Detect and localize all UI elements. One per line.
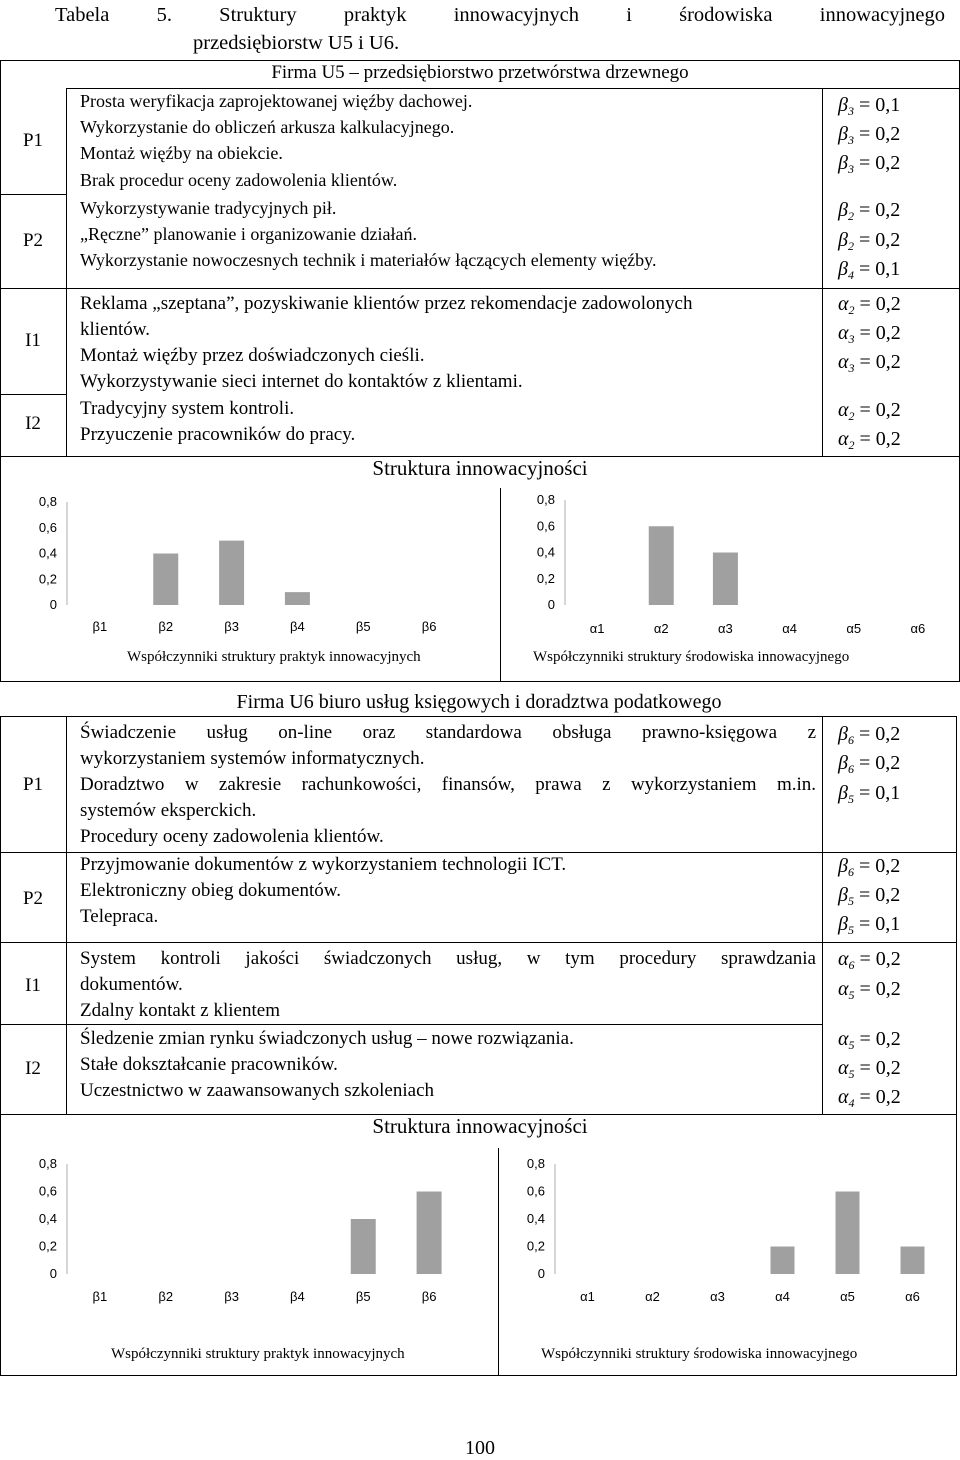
coefficient: $\beta_2 = 0,2$ [838, 229, 901, 253]
y-tick-label: 0,6 [536, 518, 555, 534]
coefficient: $\alpha_3 = 0,2$ [838, 322, 901, 346]
x-tick-label: α5 [846, 621, 862, 636]
y-tick-label: 0,6 [38, 1183, 57, 1199]
row-label-p1: P1 [22, 774, 44, 795]
coefficient: $\beta_3 = 0,1$ [838, 94, 901, 118]
x-tick-label: β1 [92, 619, 108, 634]
x-tick-label: α6 [910, 621, 926, 636]
coefficient: $\alpha_2 = 0,2$ [838, 428, 901, 452]
bar [417, 1192, 442, 1275]
practice-item: „Ręczne” planowanie i organizowanie działań. [80, 224, 418, 244]
coefficient: $\alpha_2 = 0,2$ [838, 399, 901, 423]
y-tick-label: 0 [547, 597, 555, 612]
chart-caption: Współczynniki struktury praktyk innowacyjnych [111, 1346, 405, 1362]
practice-item: Wykorzystywanie sieci internet do kontaktów z klientami. [80, 371, 523, 392]
x-tick-label: α4 [782, 621, 797, 636]
bar [153, 554, 178, 606]
x-tick-label: β4 [290, 1289, 305, 1304]
practice-item: Telepraca. [80, 906, 159, 927]
bar [771, 1247, 795, 1275]
bar [649, 526, 674, 605]
practice-item: klientów. [80, 319, 151, 340]
chart-caption: Współczynniki struktury środowiska innowacyjnego [541, 1346, 858, 1362]
bar [836, 1192, 860, 1275]
y-tick-label: 0,4 [38, 545, 57, 561]
coefficient: $\beta_6 = 0,2$ [838, 752, 901, 776]
y-tick-label: 0,8 [38, 1156, 57, 1171]
practice-item: Brak procedur oceny zadowolenia klientów. [80, 170, 398, 190]
practice-item: wykorzystaniem systemów informatycznych. [80, 748, 425, 769]
y-tick-label: 0,4 [526, 1211, 545, 1226]
firm-u6-title: Firma U6 biuro usług księgowych i doradztwa podatkowego [236, 691, 722, 713]
x-tick-label: β1 [92, 1289, 108, 1304]
coefficient: $\beta_5 = 0,1$ [838, 913, 901, 937]
practice-item: Montaż więźby na obiekcie. [80, 143, 283, 163]
practice-item: Montaż więźby przez doświadczonych cieśli. [80, 345, 425, 366]
x-tick-label: α4 [775, 1289, 790, 1304]
row-label-i2: I2 [25, 1058, 41, 1079]
coefficient: $\beta_6 = 0,2$ [838, 855, 901, 879]
practice-item: Prosta weryfikacja zaprojektowanej więźby dachowej. [80, 91, 473, 111]
row-label-i2: I2 [25, 413, 41, 434]
practice-item: System kontroli jakości świadczonych usług, w tym procedury sprawdzania [80, 948, 816, 969]
x-tick-label: α6 [905, 1289, 920, 1304]
bar [901, 1247, 925, 1275]
practice-item: Przyjmowanie dokumentów z wykorzystaniem technologii ICT. [80, 854, 567, 875]
y-tick-label: 0,2 [526, 1238, 545, 1254]
bar [713, 553, 738, 606]
bar [351, 1219, 376, 1274]
y-tick-label: 0,8 [526, 1156, 545, 1171]
y-tick-label: 0,6 [38, 519, 57, 535]
structure-title: Struktura innowacyjności [372, 456, 588, 480]
row-label-i1: I1 [25, 975, 41, 996]
y-tick-label: 0,8 [38, 494, 57, 509]
row-label-i1: I1 [25, 330, 41, 351]
practice-item: systemów eksperckich. [80, 800, 257, 821]
x-tick-label: α2 [645, 1289, 660, 1304]
x-tick-label: β5 [355, 1289, 371, 1304]
x-tick-label: β4 [290, 619, 305, 634]
chart-environment-u5 [525, 488, 955, 638]
coefficient: $\alpha_3 = 0,2$ [838, 351, 901, 375]
x-tick-label: α1 [589, 621, 605, 636]
y-tick-label: 0 [537, 1266, 545, 1281]
coefficient: $\beta_5 = 0,2$ [838, 884, 901, 908]
coefficient: $\beta_3 = 0,2$ [838, 123, 901, 147]
chart-caption: Współczynniki struktury środowiska innowacyjnego [533, 649, 850, 665]
coefficient: $\beta_6 = 0,2$ [838, 723, 901, 747]
practice-item: Stałe dokształcanie pracowników. [80, 1054, 338, 1075]
coefficient: $\alpha_5 = 0,2$ [838, 978, 901, 1002]
x-tick-label: α3 [718, 621, 733, 636]
x-tick-label: β3 [224, 619, 239, 634]
x-tick-label: α2 [653, 621, 669, 636]
chart-practices-u6 [22, 1148, 470, 1308]
practice-item: Wykorzystanie nowoczesnych technik i materiałów łączących elementy więźby. [80, 250, 657, 270]
row-label-p2: P2 [22, 230, 44, 251]
y-tick-label: 0,2 [38, 571, 57, 587]
coefficient: $\alpha_6 = 0,2$ [838, 948, 901, 972]
practice-item: Przyuczenie pracowników do pracy. [80, 424, 356, 445]
structure-title: Struktura innowacyjności [372, 1114, 588, 1138]
practice-item: Procedury oceny zadowolenia klientów. [80, 826, 384, 847]
practice-item: Świadczenie usług on-line oraz standardowa obsługa prawno-księgowa z [80, 722, 816, 743]
practice-item: Zdalny kontakt z klientem [80, 1000, 280, 1021]
coefficient: $\alpha_5 = 0,2$ [838, 1028, 901, 1052]
row-label-p1: P1 [22, 130, 44, 151]
row-label-p2: P2 [22, 888, 44, 909]
coefficient: $\beta_2 = 0,2$ [838, 199, 901, 223]
x-tick-label: β2 [158, 619, 174, 634]
practice-item: Wykorzystanie do obliczeń arkusza kalkulacyjnego. [80, 117, 455, 137]
x-tick-label: β6 [421, 1289, 437, 1304]
page-number: 100 [465, 1437, 495, 1459]
coefficient: $\beta_3 = 0,2$ [838, 152, 901, 176]
practice-item: Uczestnictwo w zaawansowanych szkoleniach [80, 1080, 434, 1101]
practice-item: Śledzenie zmian rynku świadczonych usług – nowe rozwiązania. [80, 1028, 574, 1049]
practice-item: dokumentów. [80, 974, 183, 995]
y-tick-label: 0 [49, 1266, 57, 1281]
practice-item: Tradycyjny system kontroli. [80, 398, 295, 419]
table-caption-line1: Tabela 5. Struktury praktyk innowacyjnych i środowiska innowacyjnego [55, 4, 945, 26]
y-tick-label: 0,2 [38, 1238, 57, 1254]
practice-item: Doradztwo w zakresie rachunkowości, finansów, prawa z wykorzystaniem m.in. [80, 774, 816, 795]
bar [285, 592, 310, 605]
x-tick-label: β6 [421, 619, 437, 634]
x-tick-label: β2 [158, 1289, 174, 1304]
coefficient: $\alpha_4 = 0,2$ [838, 1086, 901, 1110]
coefficient: $\beta_4 = 0,1$ [838, 258, 901, 282]
y-tick-label: 0,4 [38, 1211, 57, 1226]
coefficient: $\beta_5 = 0,1$ [838, 782, 901, 806]
y-tick-label: 0,8 [536, 492, 555, 507]
coefficient: $\alpha_5 = 0,2$ [838, 1057, 901, 1081]
y-tick-label: 0,4 [536, 544, 555, 560]
y-tick-label: 0 [49, 597, 57, 612]
practice-item: Elektroniczny obieg dokumentów. [80, 880, 342, 901]
coefficient: $\alpha_2 = 0,2$ [838, 293, 901, 317]
chart-caption: Współczynniki struktury praktyk innowacyjnych [127, 649, 421, 665]
x-tick-label: β3 [224, 1289, 239, 1304]
x-tick-label: α3 [710, 1289, 725, 1304]
bar [219, 541, 244, 605]
y-tick-label: 0,2 [536, 570, 555, 586]
practice-item: Wykorzystywanie tradycyjnych pił. [80, 198, 337, 218]
y-tick-label: 0,6 [526, 1183, 545, 1199]
chart-environment-u6 [515, 1148, 955, 1308]
practice-item: Reklama „szeptana”, pozyskiwanie klientów przez rekomendacje zadowolonych [80, 293, 693, 314]
x-tick-label: α1 [580, 1289, 595, 1304]
x-tick-label: α5 [840, 1289, 855, 1304]
x-tick-label: β5 [355, 619, 371, 634]
firm-u5-title: Firma U5 – przedsiębiorstwo przetwórstwa drzewnego [271, 62, 689, 83]
chart-practices-u5 [22, 488, 470, 638]
table-caption-line2: przedsiębiorstw U5 i U6. [193, 32, 400, 54]
